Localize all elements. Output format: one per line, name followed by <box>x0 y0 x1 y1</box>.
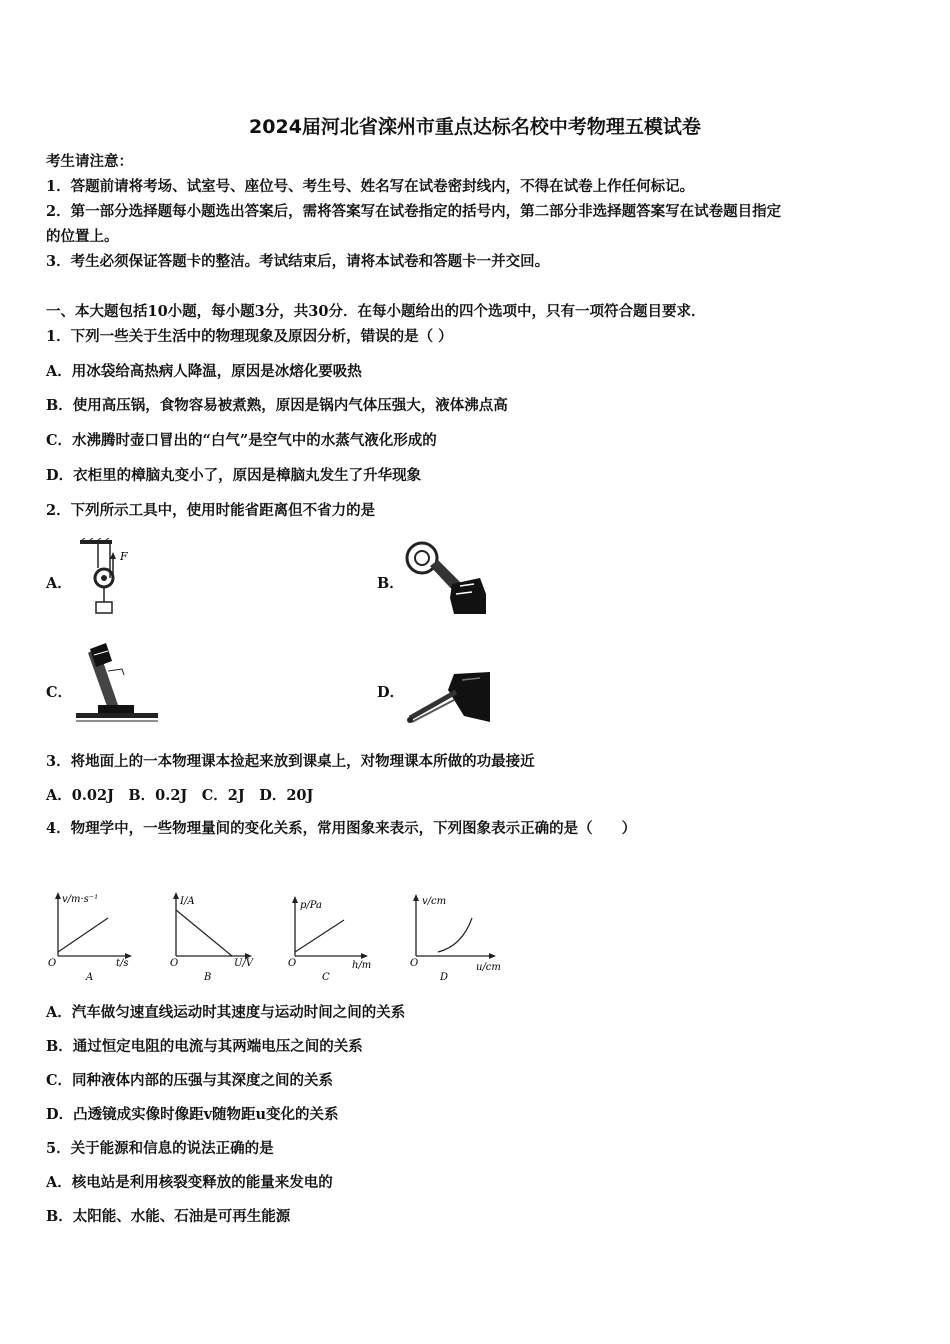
graph-b-id: B <box>204 972 212 983</box>
answer-option: A．用冰袋给高热病人降温，原因是冰熔化要吸热 <box>46 363 362 380</box>
graph-c <box>288 896 371 983</box>
graph-b-ylabel: I/A <box>180 896 195 907</box>
answer-option: A．汽车做匀速直线运动时其速度与运动时间之间的关系 <box>46 1004 406 1021</box>
graph-b-xlabel: U/V <box>234 958 254 969</box>
notice-item: 的位置上。 <box>46 228 119 245</box>
notice-item: 1．答题前请将考场、试室号、座位号、考生号、姓名写在试卷密封线内，不得在试卷上作任何标记。 <box>46 178 695 195</box>
graph-c-origin: O <box>288 958 297 969</box>
option-label-a: A． <box>46 575 72 592</box>
q4-graphs <box>44 890 514 986</box>
graph-a-ylabel: v/m·s⁻¹ <box>62 894 99 905</box>
question-stem: 5．关于能源和信息的说法正确的是 <box>46 1140 274 1157</box>
page-title: 2024届河北省滦州市重点达标名校中考物理五模试卷 <box>249 116 701 138</box>
tongs-image <box>404 670 496 726</box>
graph-d-xlabel: u/cm <box>476 962 501 973</box>
pulley-image <box>76 538 136 620</box>
graph-d-ylabel: v/cm <box>422 896 447 907</box>
wrench-image <box>404 540 490 620</box>
graph-a-id: A <box>86 972 94 983</box>
answer-options: A．0.02J B．0.2J C．2J D．20J <box>46 787 314 804</box>
answer-option: B．使用高压锅，食物容易被煮熟，原因是锅内气体压强大，液体沸点高 <box>46 397 508 414</box>
question-stem: 2．下列所示工具中，使用时能省距离但不省力的是 <box>46 502 376 519</box>
notice-item: 2．第一部分选择题每小题选出答案后，需将答案写在试卷指定的括号内，第二部分非选择题答案写在试卷题目指定 <box>46 203 782 220</box>
section-heading: 一、本大题包括10小题，每小题3分，共30分．在每小题给出的四个选项中，只有一项符合题目要求． <box>46 303 706 320</box>
answer-option: C．同种液体内部的压强与其深度之间的关系 <box>46 1072 334 1089</box>
answer-option: D．衣柜里的樟脑丸变小了，原因是樟脑丸发生了升华现象 <box>46 467 422 484</box>
option-label-c: C． <box>46 684 73 701</box>
graph-d <box>410 894 501 983</box>
answer-option: A．核电站是利用核裂变释放的能量来发电的 <box>46 1174 333 1191</box>
answer-option: B．通过恒定电阻的电流与其两端电压之间的关系 <box>46 1038 363 1055</box>
question-stem: 3．将地面上的一本物理课本捡起来放到课桌上，对物理课本所做的功最接近 <box>46 753 535 770</box>
graph-b <box>170 892 255 983</box>
graph-a-origin: O <box>48 958 57 969</box>
option-label-b: B． <box>377 575 404 592</box>
graph-c-xlabel: h/m <box>352 960 372 971</box>
force-label: F <box>120 550 128 563</box>
question-stem: 1．下列一些关于生活中的物理现象及原因分析，错误的是（ ） <box>46 328 453 345</box>
graph-d-origin: O <box>410 958 419 969</box>
notice-heading: 考生请注意： <box>46 153 133 170</box>
question-stem: 4．物理学中，一些物理量间的变化关系，常用图象来表示，下列图象表示正确的是（ ） <box>46 820 637 837</box>
graph-b-origin: O <box>170 958 179 969</box>
graph-c-id: C <box>322 972 330 983</box>
option-label-d: D． <box>377 684 405 701</box>
answer-option: C．水沸腾时壶口冒出的“白气”是空气中的水蒸气液化形成的 <box>46 432 437 449</box>
graph-a <box>48 892 132 983</box>
graph-c-ylabel: p/Pa <box>300 900 323 911</box>
notice-item: 3．考生必须保证答题卡的整洁。考试结束后，请将本试卷和答题卡一并交回。 <box>46 253 550 270</box>
answer-option: D．凸透镜成实像时像距v随物距u变化的关系 <box>46 1106 339 1123</box>
crowbar-image <box>72 643 162 725</box>
graph-d-id: D <box>440 972 449 983</box>
answer-option: B．太阳能、水能、石油是可再生能源 <box>46 1208 291 1225</box>
graph-a-xlabel: t/s <box>116 958 129 969</box>
